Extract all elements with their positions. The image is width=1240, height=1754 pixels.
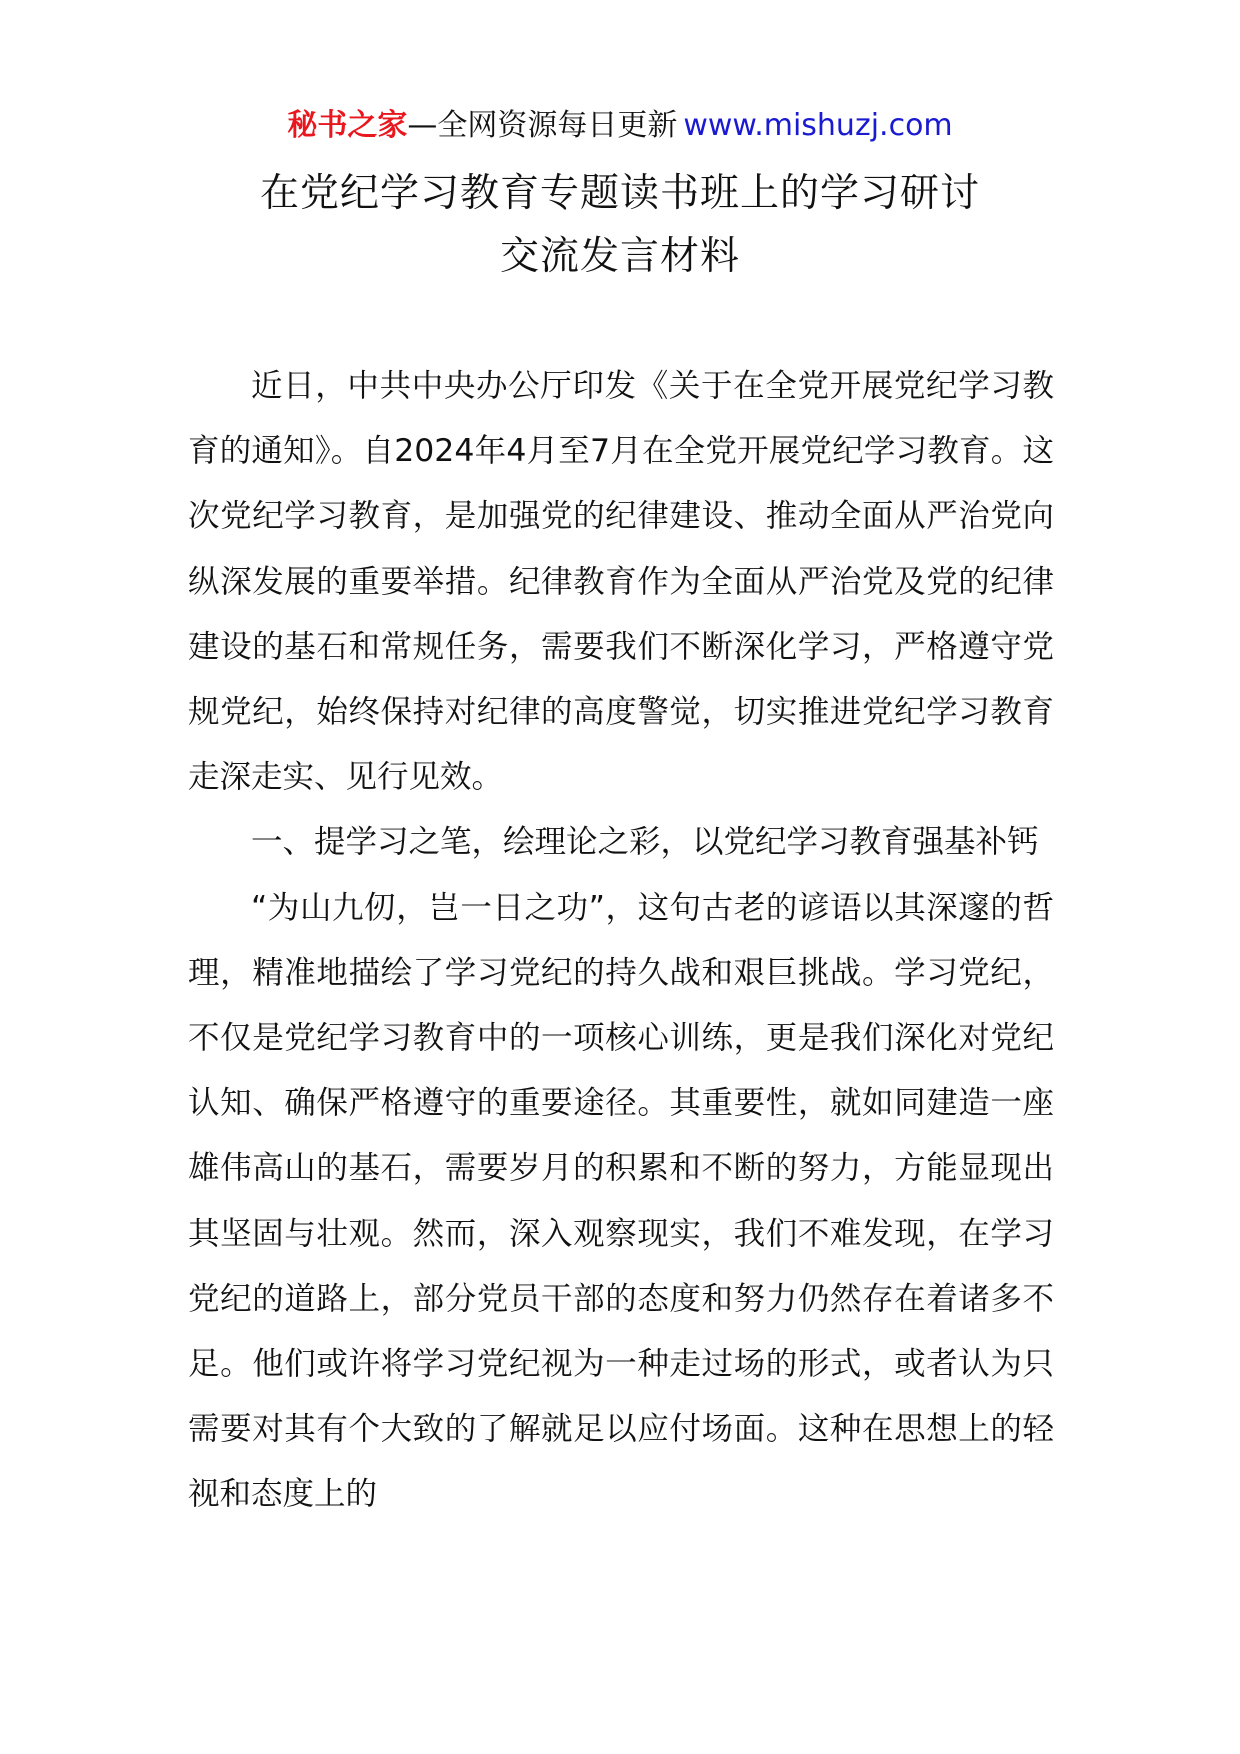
- title-line-1: 在党纪学习教育专题读书班上的学习研讨: [259, 171, 980, 216]
- paragraph-section-1: “为山九仞，岂一日之功”，这句古老的谚语以其深邃的哲理，精准地描绘了学习党纪的持久战和艰巨挑战。学习党纪，不仅是党纪学习教育中的一项核心训练，更是我们深化对党纪认知、确保严格遵守的重要途径。其重要性，就如同建造一座雄伟高山的基石，需要岁月的积累和不断的努力，方能显现出其坚固与壮观。然而，深入观察现实，我们不难发现，在学习党纪的道路上，部分党员干部的态度和努力仍然存在着诸多不足。他们或许将学习党纪视为一种走过场的形式，或者认为只需要对其有个大致的了解就足以应付场面。这种在思想上的轻视和态度上的: [188, 889, 1054, 1513]
- section-heading-1: 一、提学习之笔，绘理论之彩，以党纪学习教育强基补钙: [251, 824, 1039, 861]
- document-title: [0, 162, 1240, 288]
- site-header: [0, 104, 1240, 148]
- header-tagline: —全网资源每日更新: [407, 108, 678, 143]
- paragraph-intro: 近日，中共中央办公厅印发《关于在全党开展党纪学习教育的通知》。自2024年4月至7月在全党开展党纪学习教育。这次党纪学习教育，是加强党的纪律建设、推动全面从严治党向纵深发展的重要举措。纪律教育作为全面从严治党及党的纪律建设的基石和常规任务，需要我们不断深化学习，严格遵守党规党纪，始终保持对纪律的高度警觉，切实推进党纪学习教育走深走实、见行见效。: [188, 368, 1054, 796]
- brand-name: 秘书之家: [287, 108, 408, 143]
- site-url-link[interactable]: www.mishuzj.com: [683, 108, 953, 143]
- title-line-2: 交流发言材料: [499, 234, 740, 279]
- document-body: [188, 354, 1054, 1528]
